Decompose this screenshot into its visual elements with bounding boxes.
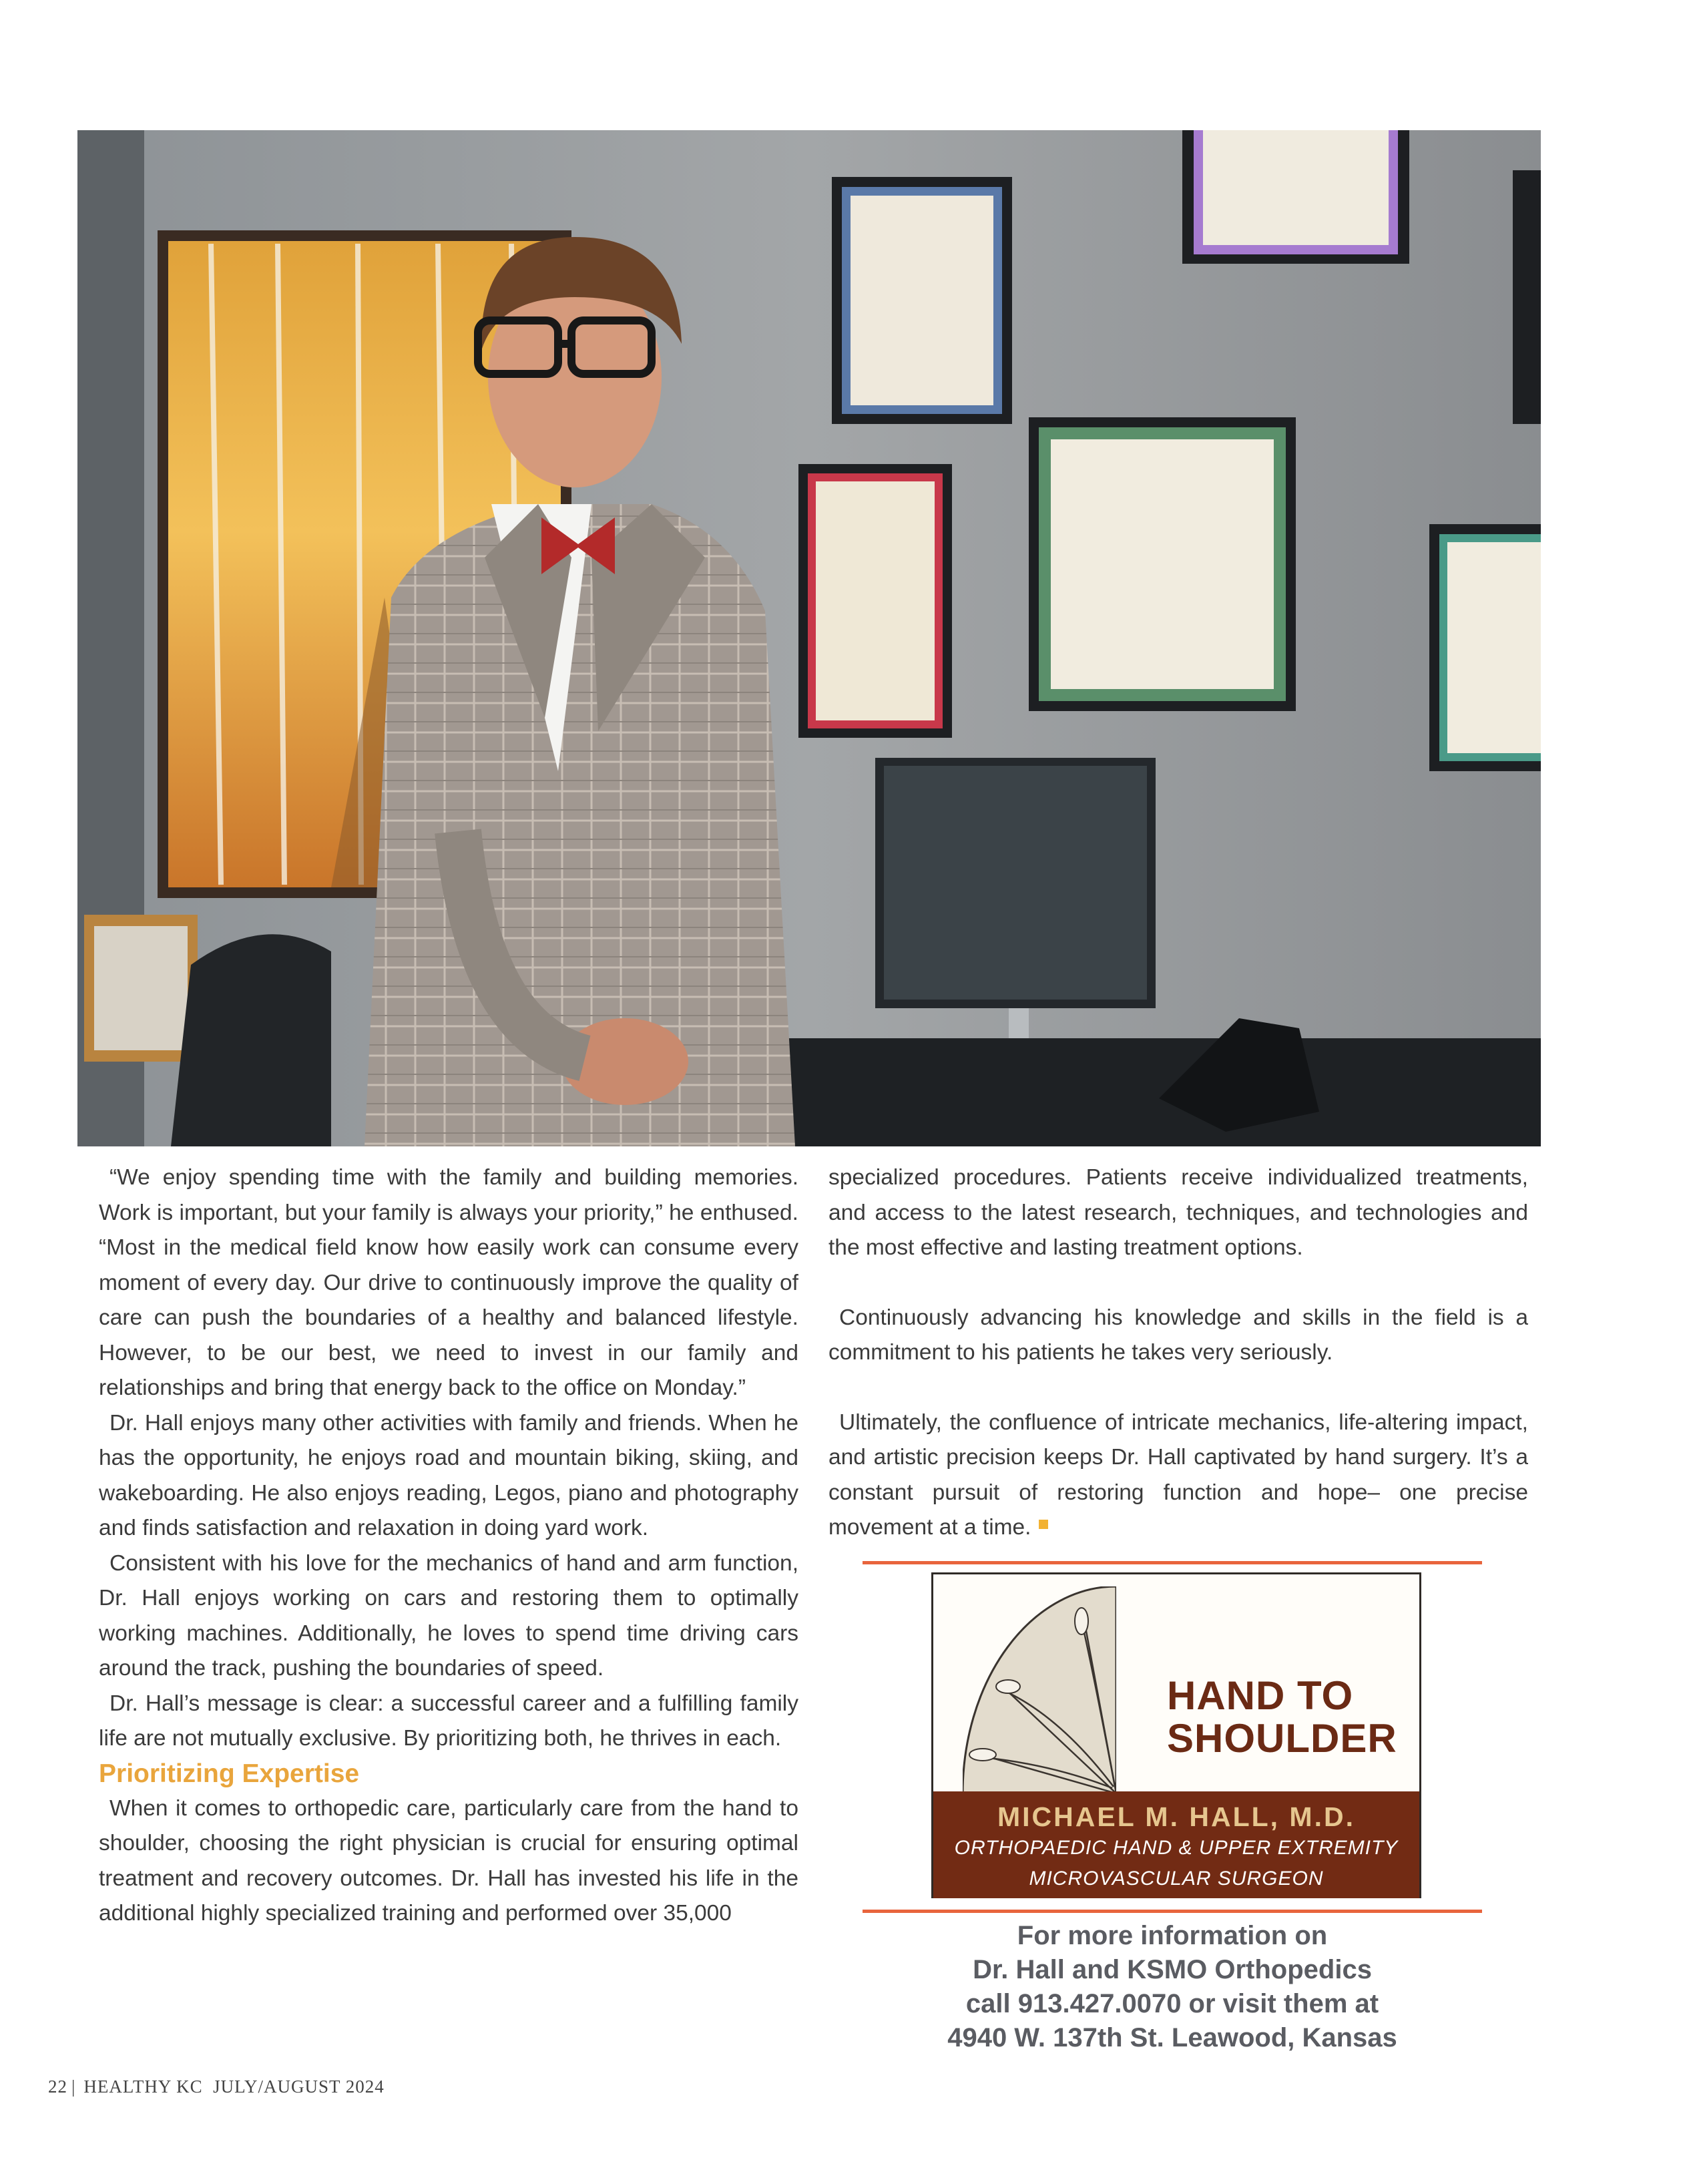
paragraph: specialized procedures. Patients receive individualized treatments, and access to the latest research, techniques, and technologies and the most effective and lasting treatment options. — [828, 1165, 1528, 1260]
specialty-line-2: MICROVASCULAR SURGEON — [1029, 1868, 1324, 1890]
ad-rule-top — [863, 1561, 1482, 1564]
ad-contact-info — [863, 1919, 1482, 2055]
paragraph: Continuously advancing his knowledge and skills in the field is a commitment to his patients he takes very seriously. — [828, 1305, 1528, 1365]
ad-name-band — [933, 1791, 1419, 1898]
doctor-name: MICHAEL M. HALL, M.D. — [997, 1801, 1355, 1832]
specialty-line-1: ORTHOPAEDIC HAND & UPPER EXTREMITY — [954, 1837, 1399, 1859]
cta-line: call 913.427.0070 or visit them at — [965, 1989, 1379, 2018]
cta-line: 4940 W. 137th St. Leawood, Kansas — [947, 2023, 1397, 2052]
footer-separator: | — [71, 2077, 76, 2097]
paragraph — [828, 1405, 1528, 1546]
doctor-office-illustration — [77, 130, 1541, 1146]
end-mark-icon — [1039, 1520, 1048, 1529]
brand-line-2: SHOULDER — [1167, 1716, 1397, 1761]
paragraph: Dr. Hall enjoys many other activities with family and friends. When he has the opportunity, he enjoys road and mountain biking, skiing, and wakeboarding. He also enjoys reading, Legos, piano and photography and finds satisfaction and relaxation in doing yard work. — [99, 1410, 798, 1540]
cta-line: Dr. Hall and KSMO Orthopedics — [973, 1955, 1372, 1984]
paragraph: Consistent with his love for the mechanics of hand and arm function, Dr. Hall enjoys working on cars and restoring them to optimally working machines. Additionally, he loves to spend time driving cars around the track, pushing the boundaries of speed. — [99, 1550, 798, 1681]
paragraph: When it comes to orthopedic care, particularly care from the hand to shoulder, choosing the right physician is crucial for ensuring optimal treatment and recovery outcomes. Dr. Hall has invested his life in the additional highly specialized training and performed over 35,000 — [99, 1795, 798, 1926]
page-footer — [48, 2077, 385, 2097]
paragraph-text: Ultimately, the confluence of intricate mechanics, life-altering impact, and artistic precision keeps Dr. Hall captivated by hand surgery. It’s a constant pursuit of restoring function and hope– one precise movement at a time. — [828, 1409, 1528, 1540]
paragraph: “We enjoy spending time with the family and building memories. Work is important, but your family is always your priority,” he enthused. “Most in the medical field know how easily work can consume every moment of every day. Our drive to continuously improve the quality of care can push the boundaries of a healthy and balanced lifestyle. However, to be our best, we need to invest in our family and relationships and bring that energy back to the office on Monday.” — [99, 1165, 798, 1400]
section-heading: Prioritizing Expertise — [99, 1759, 360, 1788]
article-column-right — [828, 1160, 1528, 1546]
hero-photo — [77, 130, 1541, 1146]
cta-line: For more information on — [1017, 1921, 1328, 1950]
ad-brand-name — [1167, 1675, 1397, 1760]
brand-line-1: HAND TO — [1167, 1673, 1354, 1718]
ad-rule-bottom — [863, 1910, 1482, 1913]
issue-date: JULY/AUGUST 2024 — [213, 2077, 385, 2097]
arm-quadrant-logo-icon — [963, 1586, 1116, 1793]
paragraph: Dr. Hall’s message is clear: a successful career and a fulfilling family life are not mutually exclusive. By prioritizing both, he thrives in each. — [99, 1691, 798, 1751]
publication-name: HEALTHY KC — [83, 2077, 203, 2097]
hand-to-shoulder-ad — [931, 1572, 1421, 1898]
article-column-left — [99, 1160, 798, 1932]
page-number: 22 — [48, 2077, 67, 2097]
